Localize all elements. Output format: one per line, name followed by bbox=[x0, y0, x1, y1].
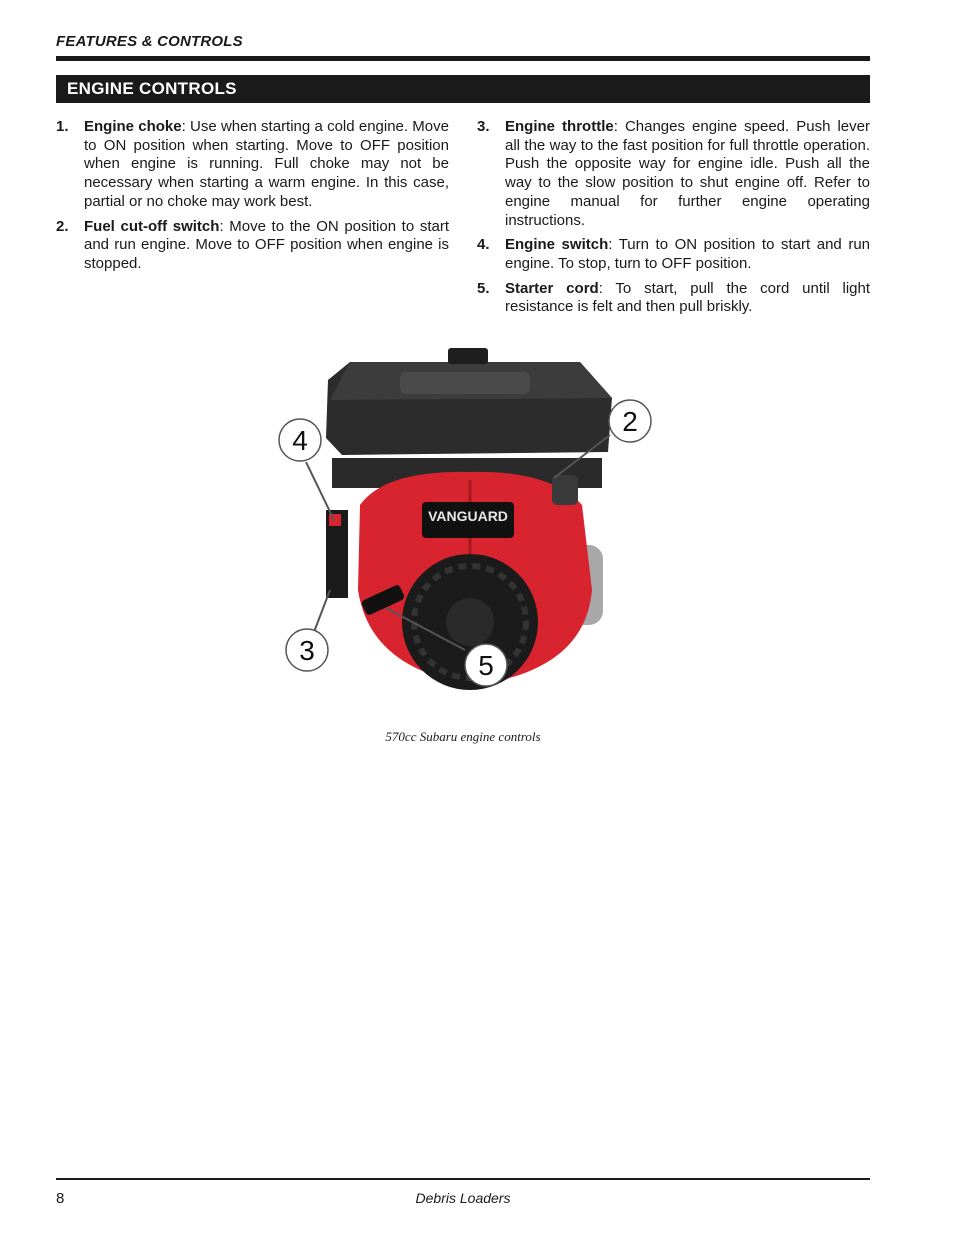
item-text: : Use when starting a cold engine. Move to ON position when starting. Move to OFF position when engine is running. Full choke may not be necessary when starting a warm engine. In this case, partial or no choke may work best. bbox=[84, 118, 449, 210]
item-text: : To start, pull the cord until light resistance is felt and then pull briskly. bbox=[505, 279, 871, 316]
engine-figure bbox=[270, 340, 670, 700]
section-title-bar bbox=[56, 75, 870, 103]
right-column bbox=[477, 118, 870, 323]
item-number: 4. bbox=[477, 236, 490, 254]
callout-3 bbox=[286, 629, 328, 671]
list-item-engine-choke bbox=[56, 118, 449, 212]
item-term: Engine switch bbox=[505, 236, 609, 254]
list-item-starter-cord bbox=[477, 280, 870, 317]
figure-caption: 570cc Subaru engine controls bbox=[385, 729, 541, 744]
item-term: Starter cord bbox=[505, 279, 599, 297]
header-rule bbox=[56, 56, 870, 61]
air-filter-housing bbox=[326, 348, 612, 455]
item-term: Fuel cut-off switch bbox=[84, 217, 220, 235]
item-number: 5. bbox=[477, 279, 490, 297]
item-number: 2. bbox=[56, 217, 69, 235]
page-number: 8 bbox=[56, 1190, 65, 1207]
item-number: 1. bbox=[56, 118, 69, 135]
item-term: Engine throttle bbox=[505, 118, 614, 135]
svg-text:3: 3 bbox=[299, 635, 315, 666]
item-term: Engine choke bbox=[84, 118, 182, 135]
running-head: FEATURES & CONTROLS bbox=[56, 33, 243, 50]
list-item-fuel-cutoff-switch bbox=[56, 218, 449, 274]
item-text: : Move to the ON position to start and run engine. Move to OFF position when engine is stopped. bbox=[84, 217, 449, 272]
list-item-engine-switch bbox=[477, 236, 870, 273]
list-item-engine-throttle bbox=[477, 118, 870, 230]
svg-text:5: 5 bbox=[478, 650, 494, 681]
section-title: ENGINE CONTROLS bbox=[67, 79, 237, 98]
svg-text:2: 2 bbox=[622, 406, 638, 437]
left-column bbox=[56, 118, 449, 280]
item-text: : Turn to ON position to start and run engine. To stop, turn to OFF position. bbox=[505, 236, 870, 272]
callout-5 bbox=[465, 644, 507, 686]
engine-illustration bbox=[270, 340, 670, 700]
svg-text:4: 4 bbox=[292, 425, 308, 456]
item-text: : Changes engine speed. Push lever all the way to the fast position for full throttle operation. Push the opposite way for engine idle. Push all the way to the slow position to shut engine off. Refer to engine manual for further engine operating instructions. bbox=[505, 118, 870, 229]
footer-rule bbox=[56, 1178, 870, 1180]
item-number: 3. bbox=[477, 118, 490, 135]
document-title: Debris Loaders bbox=[415, 1190, 511, 1206]
callout-4 bbox=[279, 419, 321, 461]
fuel-cutoff-valve bbox=[552, 475, 578, 505]
brand-label: VANGUARD bbox=[428, 508, 508, 524]
callout-2 bbox=[609, 400, 651, 442]
